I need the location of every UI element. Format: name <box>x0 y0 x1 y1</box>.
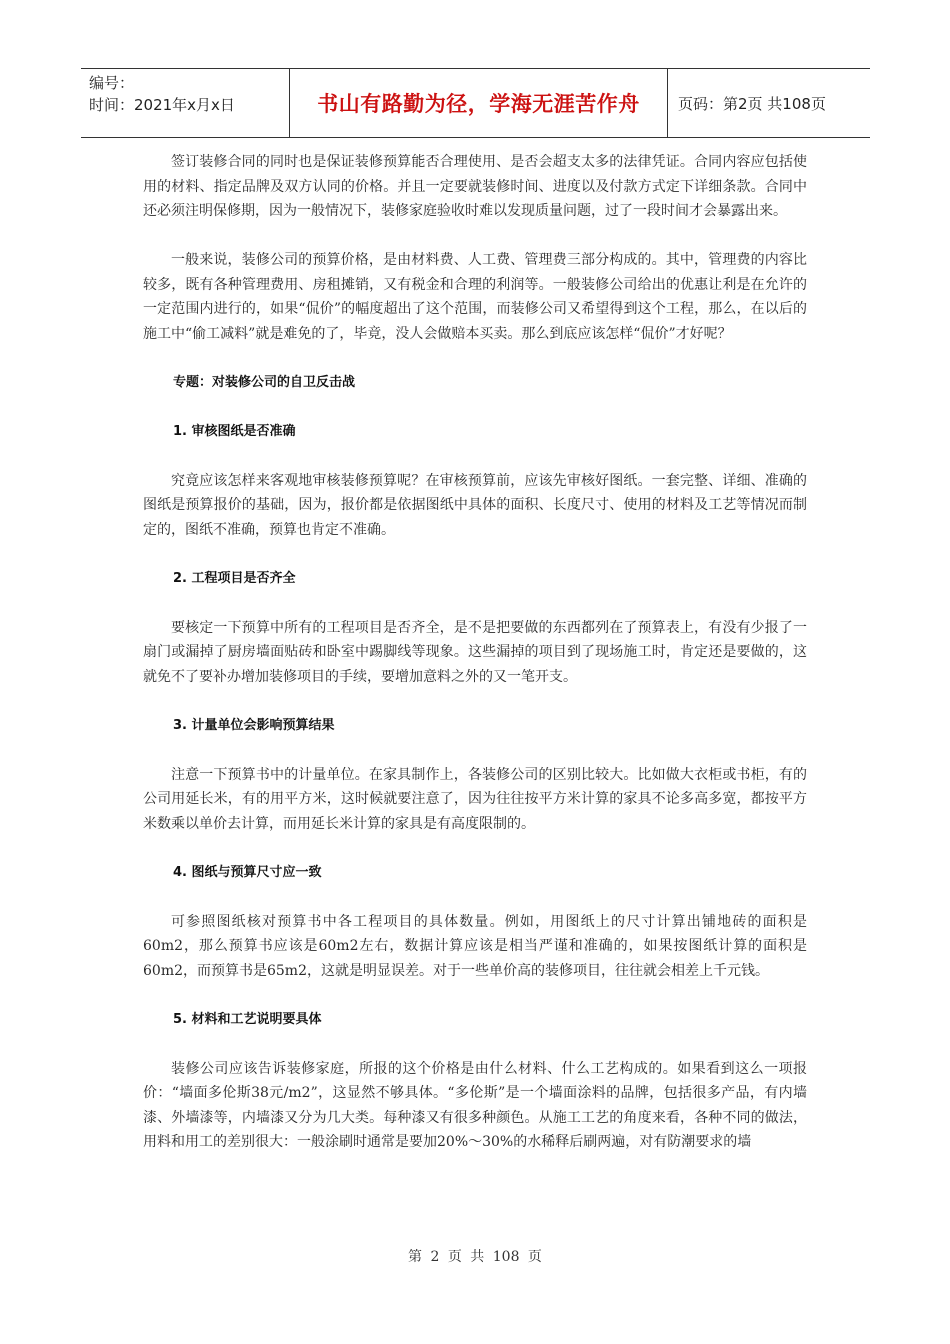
header-motto: 书山有路勤为径，学海无涯苦作舟 <box>289 69 668 137</box>
paragraph-pricing: 一般来说，装修公司的预算价格，是由材料费、人工费、管理费三部分构成的。其中，管理费的内容比较多，既有各种管理费用、房租摊销，又有税金和合理的利润等。一般装修公司给出的优惠让利是在允许的一定范围内进行的，如果“侃价”的幅度超出了这个范围，而装修公司又希望得到这个工程，那么，在以后的施工中“偷工减料”就是难免的了，毕竟，没人会做赔本买卖。那么到底应该怎样“侃价”才好呢？ <box>143 252 807 342</box>
paragraph-units: 注意一下预算书中的计量单位。在家具制作上，各装修公司的区别比较大。比如做大衣柜或书柜，有的公司用延长米，有的用平方米，这时候就要注意了，因为往往按平方米计算的家具不论多高多宽，都按平方米数乘以单价去计算，而用延长米计算的家具是有高度限制的。 <box>143 766 807 832</box>
section-heading-4: 4. 图纸与预算尺寸应一致 <box>173 864 322 880</box>
section-heading-1: 1. 审核图纸是否准确 <box>173 423 296 439</box>
section-heading-3: 3. 计量单位会影响预算结果 <box>173 717 335 733</box>
header-page-indicator: 页码：第2页 共108页 <box>678 94 826 113</box>
paragraph-contract: 签订装修合同的同时也是保证装修预算能否合理使用、是否会超支太多的法律凭证。合同内容应包括使用的材料、指定品牌及双方认同的价格。并且一定要就装修时间、进度以及付款方式定下详细条款。合同中还必须注明保修期，因为一般情况下，装修家庭验收时难以发现质量问题，过了一段时间才会暴露出来。 <box>143 154 807 219</box>
paragraph-dimensions: 可参照图纸核对预算书中各工程项目的具体数量。例如，用图纸上的尺寸计算出铺地砖的面积是60m2，那么预算书应该是60m2左右，数据计算应该是相当严谨和准确的，如果按图纸计算的面积是60m2，而预算书是65m2，这就是明显误差。对于一些单价高的装修项目，往往就会相差上千元钱。 <box>143 913 807 979</box>
document-body <box>143 150 807 1179</box>
paragraph-items: 要核定一下预算中所有的工程项目是否齐全，是不是把要做的东西都列在了预算表上，有没有少报了一扇门或漏掉了厨房墙面贴砖和卧室中踢脚线等现象。这些漏掉的项目到了现场施工时，肯定还是要做的，这就免不了要补办增加装修项目的手续，要增加意料之外的又一笔开支。 <box>143 619 807 685</box>
paragraph-materials: 装修公司应该告诉装修家庭，所报的这个价格是由什么材料、什么工艺构成的。如果看到这么一项报价：“墙面多伦斯38元/m2”，这显然不够具体。“多伦斯”是一个墙面涂料的品牌，包括很多产品，有内墙漆、外墙漆等，内墙漆又分为几大类。每种漆又有很多种颜色。从施工工艺的角度来看，各种不同的做法，用料和用工的差别很大：一般涂刷时通常是要加20%～30%的水稀释后刷两遍，对有防潮要求的墙 <box>143 1060 807 1150</box>
page-header <box>81 68 870 138</box>
paragraph-drawings: 究竟应该怎样来客观地审核装修预算呢？在审核预算前，应该先审核好图纸。一套完整、详细、准确的图纸是预算报价的基础，因为，报价都是依据图纸中具体的面积、长度尺寸、使用的材料及工艺等情况而制定的，图纸不准确，预算也肯定不准确。 <box>143 472 807 538</box>
topic-heading: 专题：对装修公司的自卫反击战 <box>173 374 356 390</box>
section-heading-2: 2. 工程项目是否齐全 <box>173 570 296 586</box>
page-footer: 第 2 页 共 108 页 <box>408 1249 542 1265</box>
section-heading-5: 5. 材料和工艺说明要具体 <box>173 1011 322 1027</box>
header-meta <box>81 69 289 137</box>
doc-number-label: 编号： <box>89 74 135 92</box>
date-line: 时间：2021年x月x日 <box>89 96 235 114</box>
